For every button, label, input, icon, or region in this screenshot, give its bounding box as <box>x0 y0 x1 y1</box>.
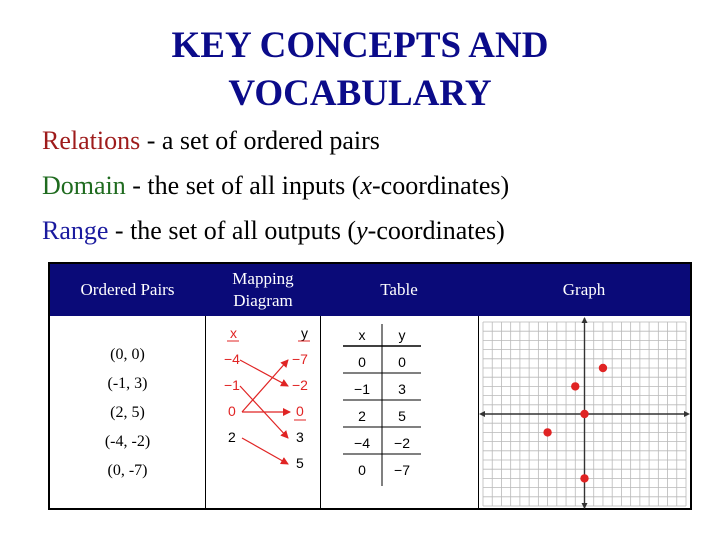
x-axis-arrow <box>479 411 485 417</box>
representation-table <box>48 262 692 510</box>
ordered-pair: (-1, 3) <box>107 375 148 392</box>
mapping-arrow <box>242 360 288 412</box>
title-line-1: KEY CONCEPTS AND <box>171 25 549 66</box>
mapping-arrow <box>240 360 288 386</box>
table-y-header: y <box>398 327 406 343</box>
definition-domain <box>42 163 702 208</box>
mapping-domain-value: 0 <box>228 403 236 419</box>
definition-relations-text: - a set of ordered pairs <box>140 126 380 155</box>
graph-point <box>599 364 607 372</box>
header-mapping-line-2: Diagram <box>233 291 293 310</box>
page-title <box>0 22 720 118</box>
mapping-arrow <box>242 438 288 464</box>
term-range: Range <box>42 216 109 245</box>
mapping-domain-value: −1 <box>224 377 240 393</box>
table-cell: −1 <box>354 381 370 397</box>
table-cell: −4 <box>354 435 370 451</box>
title-line-2: VOCABULARY <box>228 73 492 114</box>
mapping-range-value: 5 <box>296 455 304 471</box>
definition-domain-text-end: -coordinates) <box>372 171 510 200</box>
xy-table <box>321 316 478 510</box>
ordered-pair: (-4, -2) <box>104 433 151 450</box>
definition-range <box>42 208 702 253</box>
definition-domain-text: - the set of all inputs ( <box>125 171 361 200</box>
ordered-pair: (2, 5) <box>110 404 145 421</box>
y-axis-arrow <box>582 317 588 323</box>
header-mapping-line-1: Mapping <box>232 269 294 288</box>
ordered-pair: (0, -7) <box>107 462 148 479</box>
definition-domain-var: x <box>360 171 372 200</box>
header-table: Table <box>380 280 418 299</box>
definition-relations <box>42 118 702 163</box>
header-mapping-diagram <box>206 264 320 316</box>
table-cell: 2 <box>358 408 366 424</box>
coordinate-graph <box>479 316 690 510</box>
header-graph: Graph <box>562 280 606 299</box>
table-cell: 3 <box>398 381 406 397</box>
graph-point <box>543 428 551 436</box>
definition-range-text: - the set of all outputs ( <box>108 216 357 245</box>
table-cell: 0 <box>398 354 406 370</box>
ordered-pair: (0, 0) <box>110 346 145 363</box>
graph-point <box>580 410 588 418</box>
mapping-diagram <box>206 316 320 510</box>
mapping-range-value: 0 <box>296 403 304 419</box>
mapping-range-value: 3 <box>296 429 304 445</box>
term-domain: Domain <box>42 171 126 200</box>
table-cell: −7 <box>394 462 410 478</box>
definitions <box>42 118 702 253</box>
mapping-domain-value: 2 <box>228 429 236 445</box>
table-cell: 5 <box>398 408 406 424</box>
x-axis-arrow <box>684 411 690 417</box>
graph-point <box>580 474 588 482</box>
table-cell: 0 <box>358 462 366 478</box>
mapping-range-value: −7 <box>292 351 308 367</box>
mapping-y-label: y <box>301 325 308 341</box>
header-row <box>50 264 690 316</box>
definition-range-var: y <box>356 216 368 245</box>
mapping-x-label: x <box>230 325 237 341</box>
definition-range-text-end: -coordinates) <box>367 216 505 245</box>
ordered-pairs-list <box>50 316 205 510</box>
table-x-header: x <box>358 327 366 343</box>
mapping-domain-value: −4 <box>224 351 240 367</box>
term-relations: Relations <box>42 126 141 155</box>
graph-point <box>571 382 579 390</box>
header-ordered-pairs: Ordered Pairs <box>80 280 175 299</box>
table-cell: 0 <box>358 354 366 370</box>
table-cell: −2 <box>394 435 410 451</box>
mapping-range-value: −2 <box>292 377 308 393</box>
